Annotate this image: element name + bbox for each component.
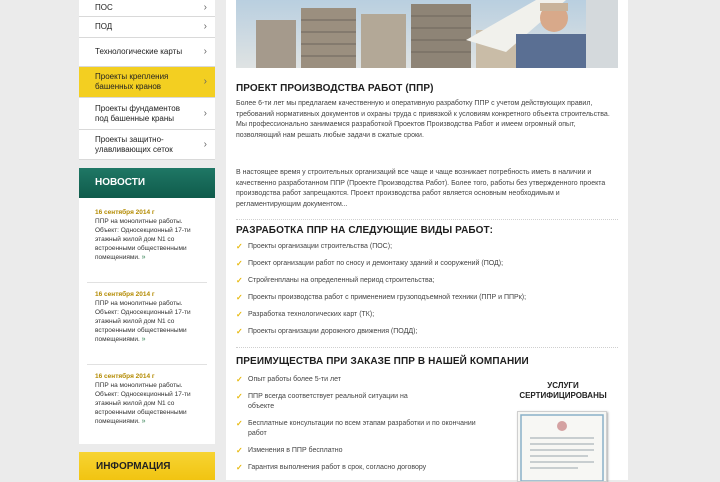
check-icon: ✓ <box>236 242 243 251</box>
advantages-list <box>236 375 476 473</box>
work-types-heading: РАЗРАБОТКА ППР НА СЛЕДУЮЩИЕ ВИДЫ РАБОТ: <box>236 225 494 236</box>
sidebar-item-label: Технологические карты <box>95 47 183 56</box>
news-date: 16 сентября 2014 г <box>95 291 155 298</box>
sidebar-item-crane-fastening[interactable] <box>79 67 215 98</box>
check-icon: ✓ <box>236 259 243 268</box>
certificate-document-icon <box>518 412 606 481</box>
list-item <box>236 310 620 319</box>
sidebar-item-pos[interactable] <box>79 0 215 17</box>
news-date: 16 сентября 2014 г <box>95 373 155 380</box>
list-item <box>236 276 620 285</box>
info-heading: ИНФОРМАЦИЯ <box>79 452 215 480</box>
check-icon: ✓ <box>236 446 243 455</box>
chevron-right-icon: › <box>203 138 207 150</box>
list-item-text: Разработка технологических карт (ТК); <box>248 311 375 318</box>
divider <box>87 282 207 283</box>
news-date: 16 сентября 2014 г <box>95 209 155 216</box>
sidebar-item-label: Проекты крепления башенных кранов <box>95 72 169 91</box>
construction-engineer-image <box>236 0 618 68</box>
chevron-right-icon: › <box>203 21 207 32</box>
list-item-text: Проекты организации дорожного движения (ПОДД); <box>248 328 418 335</box>
news-text <box>95 299 207 344</box>
check-icon: ✓ <box>236 310 243 319</box>
list-item-text: Бесплатные консультации по всем этапам разработки и по окончании работ <box>248 420 476 437</box>
list-item <box>236 446 476 456</box>
news-text <box>95 381 207 426</box>
list-item <box>236 375 476 385</box>
check-icon: ✓ <box>236 276 243 285</box>
news-more-link[interactable]: » <box>141 254 146 261</box>
divider <box>87 364 207 365</box>
list-item-text: Гарантия выполнения работ в срок, согласно договору <box>248 464 427 471</box>
list-item-text: Стройгенпланы на определенный период строительства; <box>248 277 435 284</box>
news-item[interactable] <box>95 372 207 426</box>
list-item-text: Опыт работы более 5-ти лет <box>248 376 341 383</box>
sidebar-item-label: ПОС <box>95 3 113 12</box>
sidebar-item-pod[interactable] <box>79 17 215 38</box>
list-item-text: Изменения в ППР бесплатно <box>248 447 343 454</box>
list-item <box>236 419 483 439</box>
certificate-heading: УСЛУГИ СЕРТИФИЦИРОВАНЫ <box>519 381 607 400</box>
check-icon: ✓ <box>236 327 243 336</box>
certificate-image[interactable] <box>517 411 607 482</box>
list-item <box>236 327 620 336</box>
check-icon: ✓ <box>236 463 243 472</box>
hero-image <box>236 0 618 68</box>
news-text-body: ППР на монолитные работы. Объект: Односекционный 17-ти этажный жилой дом N1 со встроенными общественными помещениями. <box>95 382 191 425</box>
list-item-text: Проекты производства работ с применением грузоподъемной техники (ППР и ППРк); <box>248 294 527 301</box>
chevron-right-icon: › <box>203 107 207 119</box>
check-icon: ✓ <box>236 392 243 401</box>
sidebar-item-label: Проекты защитно-улавливающих сеток <box>95 134 173 154</box>
list-item-text: ППР всегда соответствует реальной ситуации на объекте <box>248 393 408 410</box>
news-text-body: ППР на монолитные работы. Объект: Односекционный 17-ти этажный жилой дом N1 со встроенными общественными помещениями. <box>95 300 191 343</box>
list-item <box>236 242 620 251</box>
sidebar-item-label: Проекты фундаментов под башенные краны <box>95 103 180 123</box>
list-item-text: Проект организации работ по сносу и демонтажу зданий и сооружений (ПОД); <box>248 260 504 267</box>
list-item <box>236 293 620 302</box>
sidebar-item-safety-nets[interactable] <box>79 130 215 160</box>
sidebar-item-tech-maps[interactable] <box>79 38 215 67</box>
news-text-body: ППР на монолитные работы. Объект: Односекционный 17-ти этажный жилой дом N1 со встроенными общественными помещениями. <box>95 218 191 261</box>
list-item <box>236 392 418 412</box>
news-heading: НОВОСТИ <box>79 168 215 198</box>
work-types-list <box>236 242 620 336</box>
check-icon: ✓ <box>236 419 243 428</box>
news-text <box>95 217 207 262</box>
chevron-right-icon: › <box>203 46 207 57</box>
news-more-link[interactable]: » <box>141 336 146 343</box>
news-item[interactable] <box>95 290 207 344</box>
news-item[interactable] <box>95 208 207 262</box>
sidebar-item-label: ПОД <box>95 22 113 31</box>
list-item-text: Проекты организации строительства (ПОС); <box>248 243 393 250</box>
chevron-right-icon: › <box>203 2 207 13</box>
list-item <box>236 463 476 473</box>
check-icon: ✓ <box>236 375 243 384</box>
news-more-link[interactable]: » <box>141 418 146 425</box>
sidebar-item-crane-foundations[interactable] <box>79 98 215 130</box>
intro-paragraph: Более 6-ти лет мы предлагаем качественную и оперативную разработку ППР с учетом действующих правил, требований нормативных документов и охраны труда с привязкой к условиям конкретного объекта строительства. Мы профессионально занимаемся разработкой Проектов Производства Работ и имеем огромный опыт, позволяющий нам решать любые задачи в сжатые сроки. <box>236 100 610 139</box>
news-list <box>79 198 215 444</box>
chevron-right-icon: › <box>203 76 207 87</box>
check-icon: ✓ <box>236 293 243 302</box>
divider <box>236 219 618 220</box>
second-paragraph: В настоящее время у строительных организаций все чаще и чаще возникает потребность иметь в наличии и качественно разработанном ППР (Проекте Производства Работ). Более того, работы без утвержденного проекта производства работ запрещаются. Проект производства работ является основным необходимым и регламентирующим документом... <box>236 169 606 208</box>
sidebar <box>79 0 215 480</box>
list-item <box>236 259 620 268</box>
main-content <box>226 0 628 480</box>
divider <box>236 347 618 348</box>
page-title: ПРОЕКТ ПРОИЗВОДСТВА РАБОТ (ППР) <box>236 83 434 94</box>
advantages-heading: ПРЕИМУЩЕСТВА ПРИ ЗАКАЗЕ ППР В НАШЕЙ КОМПАНИИ <box>236 356 529 367</box>
